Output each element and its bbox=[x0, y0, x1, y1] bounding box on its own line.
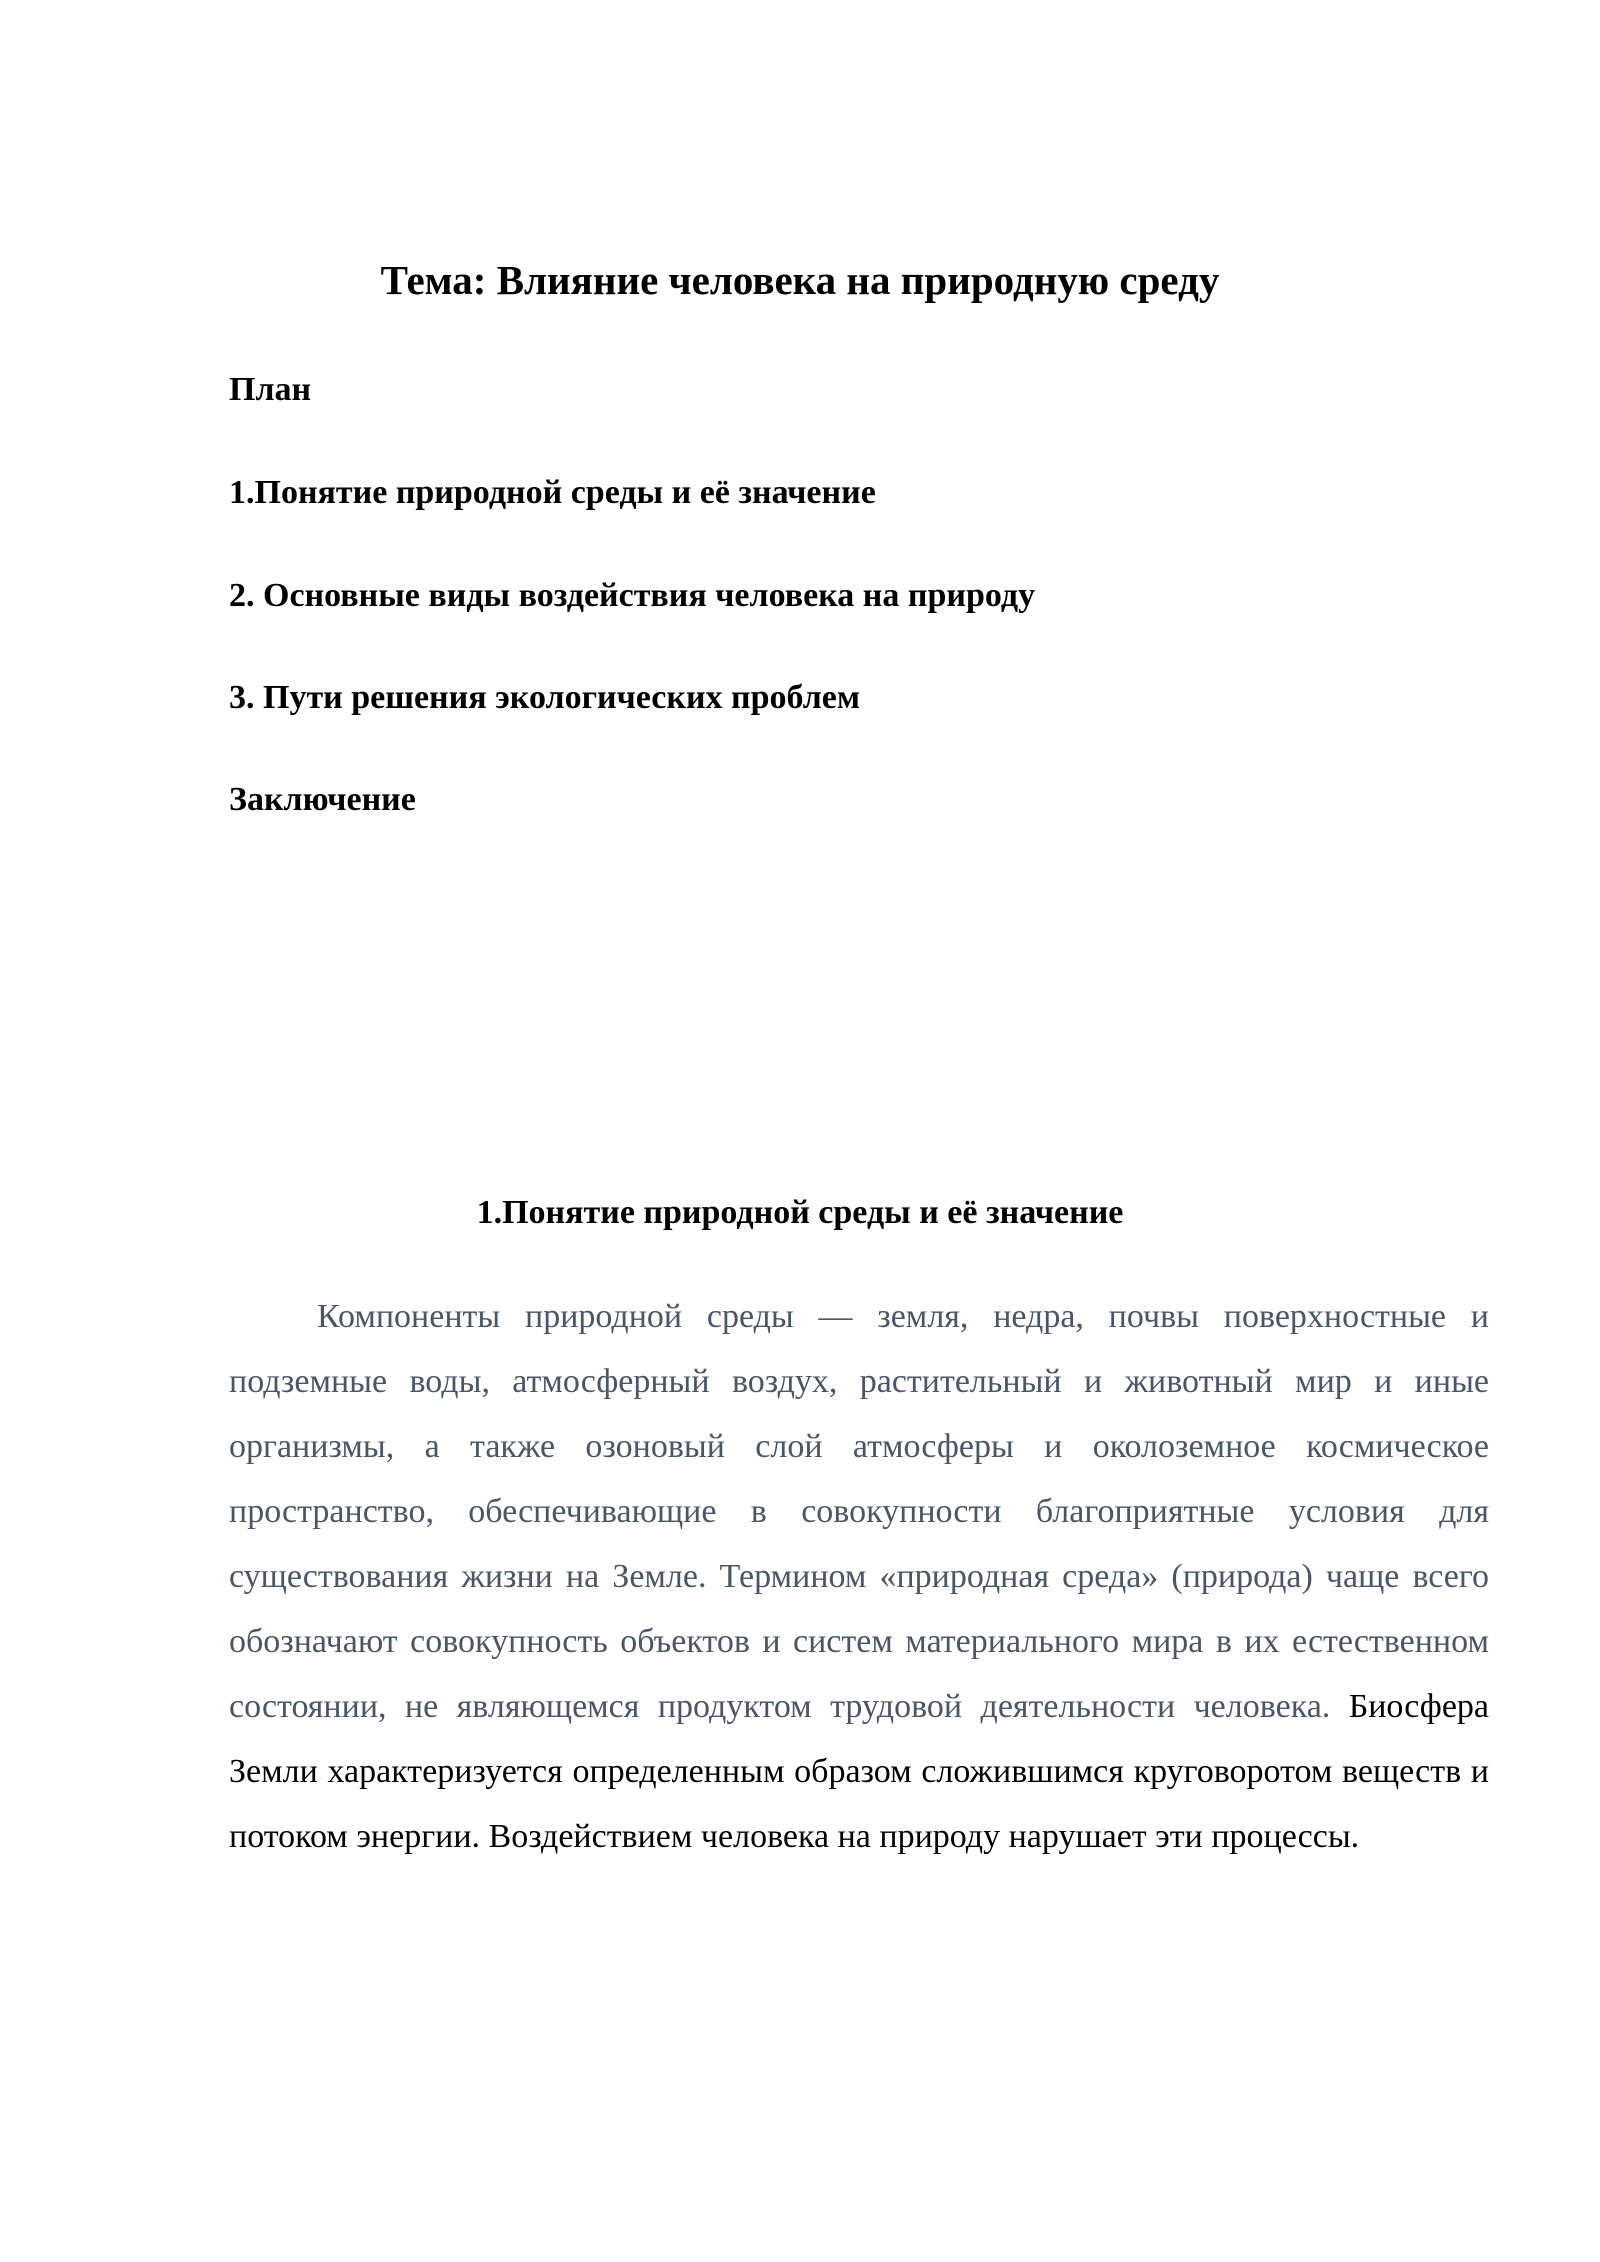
section-1-heading: 1.Понятие природной среды и её значение bbox=[476, 1194, 1124, 1231]
plan-item-2: 2. Основные виды воздействия человека на природу bbox=[229, 577, 1036, 614]
document-title: Тема: Влияние человека на природную среду bbox=[380, 257, 1220, 303]
section-1-paragraph bbox=[229, 1284, 1489, 1869]
plan-item-3: 3. Пути решения экологических проблем bbox=[229, 679, 861, 716]
plan-item-1: 1.Понятие природной среды и её значение bbox=[229, 474, 876, 511]
plan-item-conclusion: Заключение bbox=[229, 781, 416, 818]
paragraph-part-1: Компоненты природной среды — земля, недра, почвы поверхностные и подземные воды, атмосферный воздух, растительный и животный мир и иные организмы, а также озоновый слой атмосферы и околоземное космическое пространство, обеспечивающие в совокупности благоприятные условия для существования жизни на Земле. Термином «природная среда» (природа) чаще всего обозначают совокупность объектов и систем материального мира в их естественном состоянии, не являющемся продуктом трудовой деятельности человека. bbox=[229, 1298, 1489, 1725]
plan-heading: План bbox=[229, 371, 312, 408]
paragraph-part-2: Биосфера Земли характеризуется определенным образом сложившимся круговоротом веществ и потоком энергии. Воздействием человека на природу нарушает эти процессы. bbox=[229, 1688, 1489, 1855]
